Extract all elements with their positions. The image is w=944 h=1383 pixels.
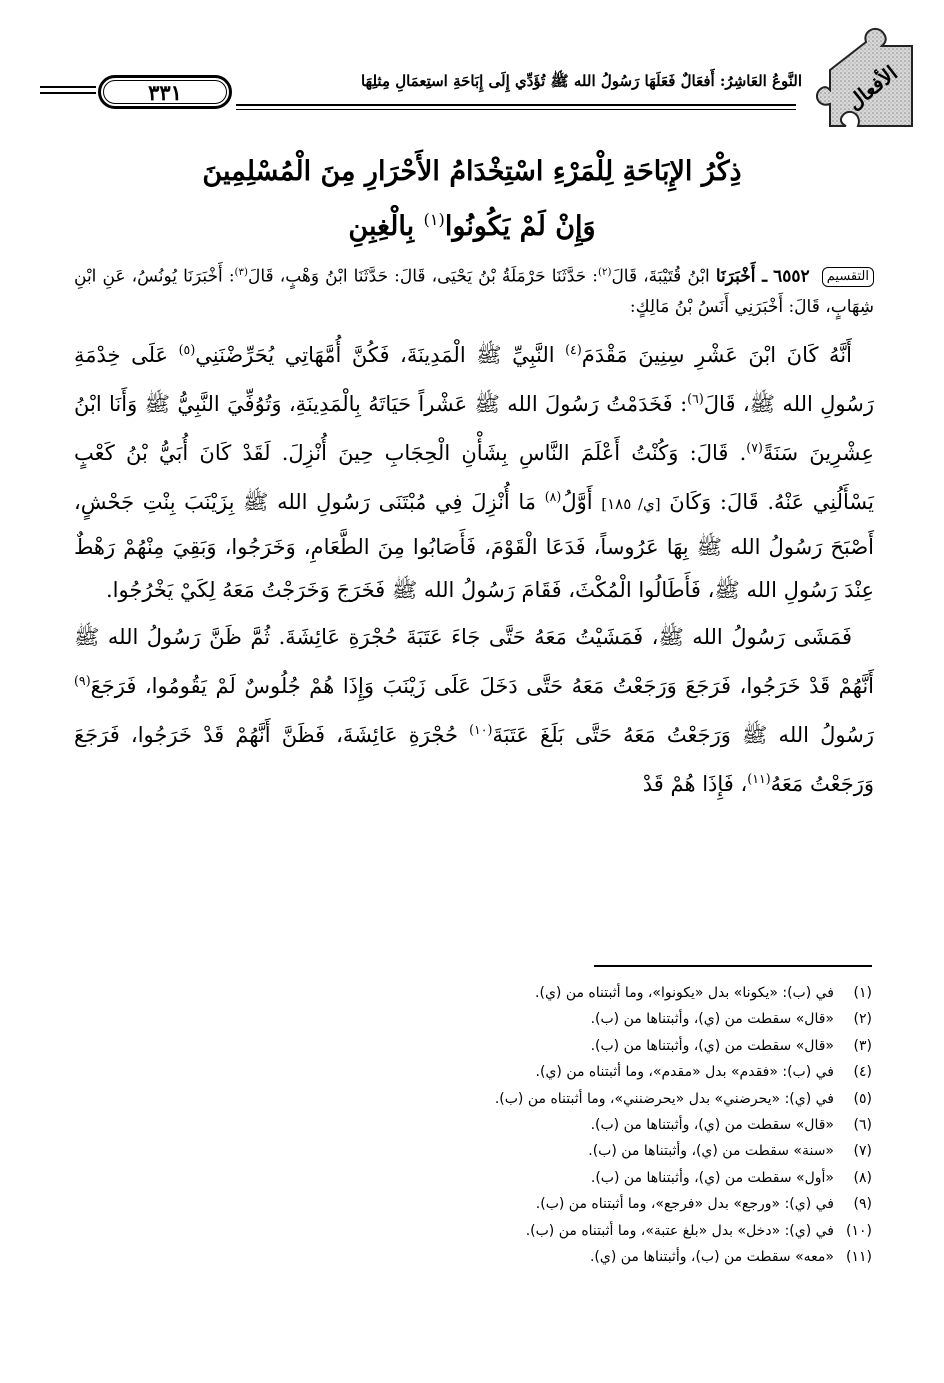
footnote-item: (١٠)في (ي): «دخل» بدل «بلغ عتبة»، وما أثبتناه من (ب). [525, 1222, 872, 1239]
narration-lead: ـ أَخْبَرَنَا [715, 266, 768, 287]
matn-paragraph-2: فَمَشَى رَسُولُ الله ﷺ، فَمَشَيْتُ مَعَهُ حَتَّى جَاءَ عَتَبَةَ حُجْرَةِ عَائِشَةَ. ثُمَّ ظَنَّ رَسُولُ الله ﷺ أَنَّهُمْ قَدْ خَرَجُوا، فَرَجَعَ وَرَجَعْتُ مَعَهُ حَتَّى دَخَلَ عَلَى زَيْنَبَ وَإِذَا هُمْ جُلُوسٌ لَمْ يَقُومُوا، فَرَجَعَ$^{(٩)}$ رَسُولُ الله ﷺ وَرَجَعْتُ مَعَهُ حَتَّى بَلَغَ عَتَبَةَ$^{(١٠)}$ حُجْرَةِ عَائِشَةَ، فَظَنَّ أَنَّهُمْ قَدْ خَرَجُوا، فَرَجَعَ وَرَجَعْتُ مَعَهُ$^{(١١)}$، فَإِذَا هُمْ قَدْ [74, 624, 874, 796]
isnad: التقسيم ٦٥٥٢ ـ أَخْبَرَنَا ابْنُ قُتَيْبَةَ، قَالَ$^{(٢)}$: حَدَّثَنَا حَرْمَلَةُ بْنُ يَحْيَى، قَالَ: حَدَّثَنَا ابْنُ وَهْبٍ، قَالَ$^{(٣)}$: أَخْبَرَنَا يُونُسُ، عَنِ ابْنِ شِهَابٍ، قَالَ: أَخْبَرَنِي أَنَسُ بْنُ مَالِكٍ: [74, 266, 874, 317]
header-rule [236, 109, 796, 110]
header-rule [40, 86, 96, 88]
margin-note: [ي/ ١٨٥] [601, 494, 661, 513]
corner-label: الأفعال [842, 60, 902, 115]
chapter-title [80, 148, 864, 251]
footnote-ref: (٣) [234, 267, 248, 278]
puzzle-piece-icon [808, 20, 920, 128]
hadith-number: ٦٥٥٢ [773, 266, 810, 287]
footnote-item: (٥)في (ي): «يحرضني» بدل «يحرضنني»، وما أثبتناه من (ب). [494, 1090, 872, 1107]
footnote-separator [594, 965, 872, 967]
footnote-ref: (٦) [687, 390, 704, 406]
title-line-1: ذِكْرُ الإِبَاحَةِ لِلْمَرْءِ اسْتِخْدَامُ الأَحْرَارِ مِنَ الْمُسْلِمِينَ [202, 156, 742, 187]
footnote-item: (٣)«قال» سقطت من (ي)، وأثبتناها من (ب). [590, 1037, 872, 1054]
page-number: ٣٣١ [98, 75, 232, 109]
matn-paragraph-1: أَنَّهُ كَانَ ابْنَ عَشْرِ سِنِينَ مَقْدَمَ$^{(٤)}$ النَّبِيِّ ﷺ الْمَدِينَةَ، فَكُنَّ أُمَّهَاتِي يُحَرِّضْنَنِي$^{(٥)}$ عَلَى خِدْمَةِ رَسُولِ الله ﷺ، قَالَ$^{(٦)}$: فَخَدَمْتُ رَسُولَ الله ﷺ عَشْراً حَيَاتَهُ بِالْمَدِينَةِ، وَتُوُفِّيَ النَّبِيُّ ﷺ وَأَنَا ابْنُ عِشْرِينَ سَنَةً$^{(٧)}$. قَالَ: وَكُنْتُ أَعْلَمَ النَّاسِ بِشَأْنِ الْحِجَابِ حِينَ أُنْزِلَ. لَقَدْ كَانَ أُبَيُّ بْنُ كَعْبٍ يَسْأَلُنِي عَنْهُ. قَالَ: وَكَانَ [ي/ ١٨٥] أَوَّلُ$^{(٨)}$ مَا أُنْزِلَ فِي مُبْتَنَى رَسُولِ الله ﷺ بِزَيْنَبَ بِنْتِ جَحْشٍ، أَصْبَحَ رَسُولُ الله ﷺ بِهَا عَرُوساً، فَدَعَا الْقَوْمَ، فَأَصَابُوا مِنَ الطَّعَامِ، وَخَرَجُوا، وَبَقِيَ مِنْهُمْ رَهْطٌ عِنْدَ رَسُولِ الله ﷺ، فَأَطَالُوا الْمُكْثَ، فَقَامَ رَسُولُ الله ﷺ فَخَرَجَ وَخَرَجْتُ مَعَهُ لِكَيْ يَخْرُجُوا. [74, 341, 875, 602]
footnotes [252, 980, 872, 1270]
footnote-item: (٧)«سنة» سقطت من (ي)، وأثبتناها من (ب). [588, 1143, 872, 1160]
footnote-ref: (٥) [178, 341, 196, 357]
footnote-ref: (٨) [544, 488, 562, 504]
header-rule [236, 104, 796, 106]
footnote-ref: (٤) [565, 341, 582, 357]
header-rule [40, 92, 96, 94]
footnote-item: (٢)«قال» سقطت من (ي)، وأثبتناها من (ب). [590, 1011, 872, 1028]
footnote-ref: (١٠) [469, 721, 493, 737]
footnote-item: (٤)في (ب): «فقدم» بدل «مقدم»، وما أثبتناه من (ي). [535, 1064, 872, 1081]
hadith-text [74, 258, 874, 806]
footnote-ref: (٧) [746, 439, 763, 455]
page-header [40, 20, 920, 130]
title-line-2: وَإِنْ لَمْ يَكُونُوا$^{(١)}$ بِالْغِبِنِ [348, 210, 596, 242]
footnote-ref: (١) [423, 210, 445, 229]
footnote-ref: (٩) [74, 672, 91, 688]
classification-badge: التقسيم [822, 267, 874, 287]
footnote-ref: (٢) [598, 267, 612, 278]
footnote-item: (٨)«أول» سقطت من (ي)، وأثبتناها من (ب). [590, 1169, 872, 1186]
footnote-ref: (١١) [747, 770, 771, 786]
footnote-item: (٦)«قال» سقطت من (ي)، وأثبتناها من (ب). [590, 1116, 872, 1133]
running-title: النَّوعُ العَاشِرُ: أَفعَالٌ فَعَلَهَا رَسُولُ الله ﷺ تُؤَدِّي إِلَى إِبَاحَةِ استِعمَالِ مِثلِهَا [360, 72, 802, 90]
footnote-item: (١١)«معه» سقطت من (ب)، وأثبتناها من (ي). [589, 1248, 872, 1265]
footnote-item: (١)في (ب): «يكونا» بدل «يكونوا»، وما أثبتناه من (ي). [535, 985, 872, 1001]
footnote-item: (٩)في (ي): «ورجع» بدل «فرجع»، وما أثبتناه من (ب). [535, 1196, 872, 1213]
